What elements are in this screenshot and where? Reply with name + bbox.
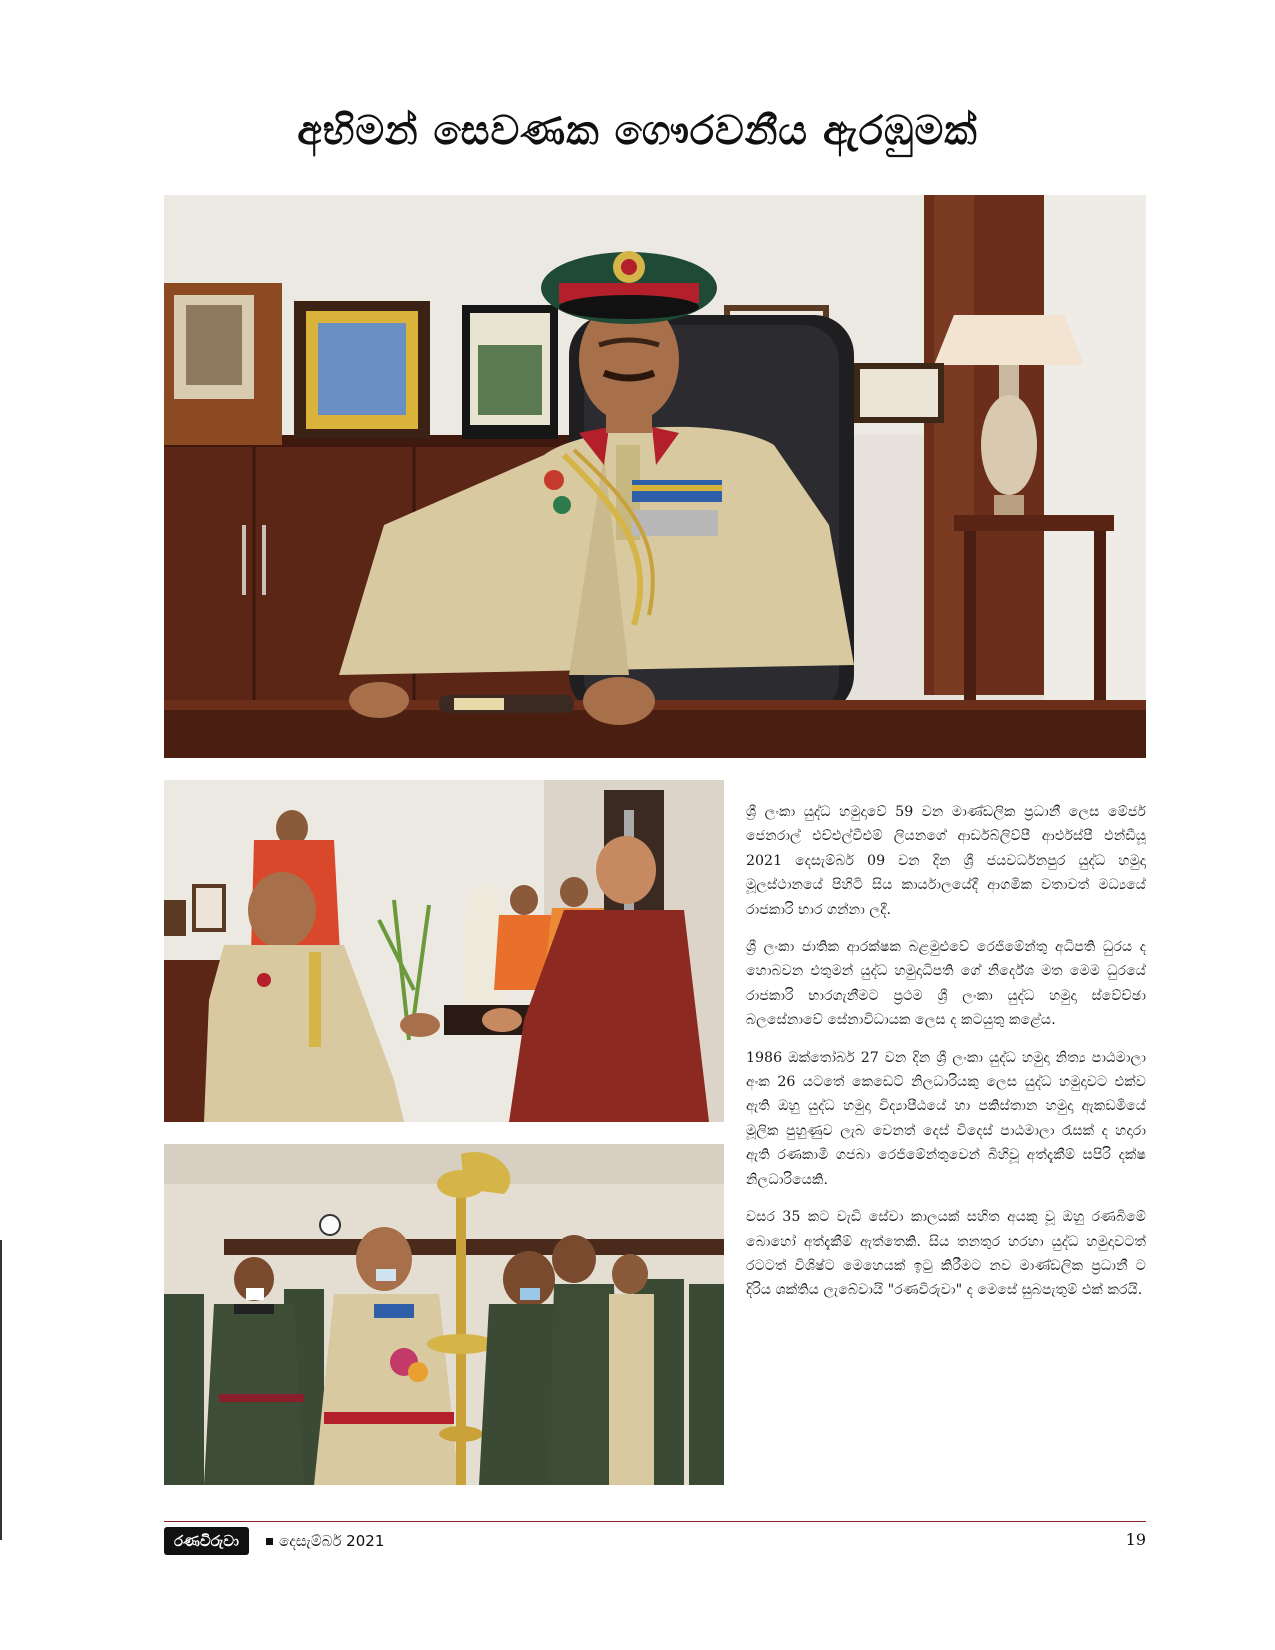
article-paragraph: වසර 35 කට වැඩි සේවා කාලයක් සහිත අයකු වූ ඔහු රණබිමේ බොහෝ අත්දැකීම් ඇත්තෙකි. සිය තනතුර හරහා යුද්ධ හමුදාවටත් රටටත් විශිෂ්ට මෙහෙයක් ඉටු කිරීමට නව මාණ්ඩලික ප්‍රධානී ට දිරිය ශක්තිය ලැබේවායි "රණවිරුවා" ද මෙසේ සුබපැතුම් එක් කරයි. xyxy=(746,1209,1146,1299)
scan-edge-mark xyxy=(0,1240,2,1540)
page-title: අභිමන් සෙවණක ගෞරවනීය ඇරඹුමක් xyxy=(297,108,978,154)
article-paragraph: ශ්‍රී ලංකා ජාතික ආරක්ෂක බළමුළුවේ රෙජිමේන්තු අධිපති ධුරය ද හොබවන එතුමන් යුද්ධ හමුදාධිපති ගේ නිර්දේශ මත මෙම ධුරයේ රාජකාරි භාරගැනීමට ප්‍රථම ශ්‍රී ලංකා යුද්ධ හමුදා ස්වේච්ඡා බලසේනාවේ සේනාවිධායක ලෙස ද කටයුතු කළේය. xyxy=(746,939,1146,1029)
bullet-square-icon xyxy=(266,1538,273,1545)
footer-rule xyxy=(164,1521,1146,1522)
photo-handover-ceremony xyxy=(164,780,724,1122)
article-body xyxy=(746,800,1146,1316)
photo-oil-lamp-lighting xyxy=(164,1144,724,1485)
article-paragraph: ශ්‍රී ලංකා යුද්ධ හමුදාවේ 59 වන මාණ්ඩලික ප්‍රධානී ලෙස මේජර් ජෙනරාල් එච්එල්වීඑම් ලියනගේ ආර්ඩබ්ලිව්පී ආර්එස්පී එන්ඩීයූ 2021 දෙසැම්බර් 09 වන දින ශ්‍රී ජයවර්ධනපුර යුද්ධ හමුදා මූලස්ථානයේ පිහිටි සිය කාර්යාලයේදී ආගමික වතාවත් මධ්‍යයේ රාජකාරි භාර ගන්නා ලදී. xyxy=(746,804,1146,918)
article-paragraph: 1986 ඔක්තෝබර් 27 වන දින ශ්‍රී ලංකා යුද්ධ හමුදා නිත්‍ය පාඨමාලා අංක 26 යටතේ කෙඩෙට් නිලධාරියකු ලෙස යුද්ධ හමුදාවට එක්ව ඇති ඔහු යුද්ධ හමුදා විද්‍යාපීඨයේ හා පකිස්තාන හමුදා ඇකඩමියේ මූලික පුහුණුව ලැබ වෙනත් දෙස් විදෙස් පාඨමාලා රැසක් ද හදාරා ඇති රණකාමී ගජබා රෙජිමේන්තුවෙන් බිහිවූ අත්දැකීම් සපිරි දක්ෂ නිලධාරියෙකි. xyxy=(746,1049,1146,1188)
page-number: 19 xyxy=(1125,1530,1146,1549)
issue-date-text: දෙසැම්බර් 2021 xyxy=(279,1532,385,1550)
issue-date xyxy=(266,1531,384,1551)
magazine-masthead: රණවිරුවා xyxy=(164,1527,249,1555)
photo-officer-portrait xyxy=(164,195,1146,758)
